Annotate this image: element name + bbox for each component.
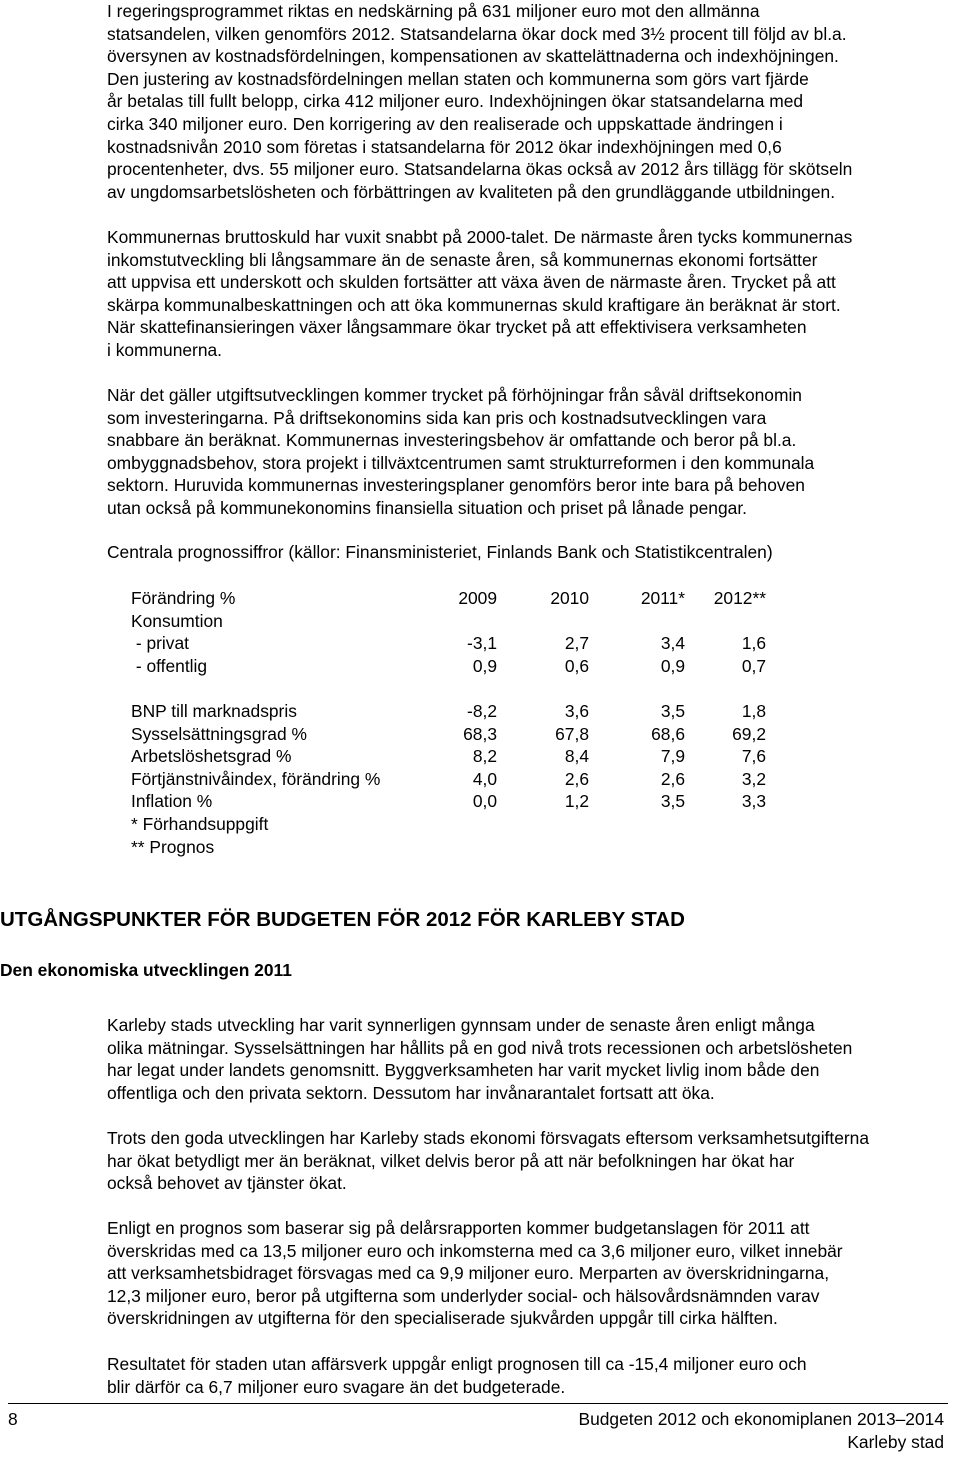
value-2010: 1,2 bbox=[564, 791, 589, 812]
table-header-2011: 2011* bbox=[640, 588, 685, 608]
text-line: att uppvisa ett underskott och skulden fortsätter att växa även de närmaste åren. Trycket på att bbox=[107, 272, 836, 293]
text-line: har legat under landets genomsnitt. Byggverksamheten har varit mycket livlig inom både den bbox=[107, 1060, 820, 1081]
text-line: Trots den goda utvecklingen har Karleby stads ekonomi försvagats eftersom verksamhetsutgifterna bbox=[107, 1128, 870, 1148]
footer-city: Karleby stad bbox=[847, 1431, 944, 1452]
value-2009: 0,9 bbox=[472, 655, 497, 676]
value-2011: 3,5 bbox=[660, 700, 685, 721]
value-2010: 3,6 bbox=[564, 700, 589, 721]
table-header-2009: 2009 bbox=[458, 588, 497, 608]
text-line: procentenheter, dvs. 55 miljoner euro. Statsandelarna ökas också av 2012 års tillägg för skötseln bbox=[107, 159, 853, 180]
row-label: Konsumtion bbox=[131, 610, 223, 631]
value-2010: 0,6 bbox=[564, 655, 589, 676]
text-line: När skattefinansieringen växer långsammare ökar trycket på att effektivisera verksamheten bbox=[107, 317, 807, 338]
table-header-2012: 2012** bbox=[713, 588, 766, 608]
value-2009: 8,2 bbox=[472, 746, 497, 767]
value-2009: 68,3 bbox=[463, 723, 497, 744]
value-2009: 0,0 bbox=[472, 791, 497, 812]
text-line: år betalas till fullt belopp, cirka 412 miljoner euro. Indexhöjningen ökar statsandelarna med bbox=[107, 91, 804, 112]
text-line: I regeringsprogrammet riktas en nedskärning på 631 miljoner euro mot den allmänna bbox=[107, 1, 760, 21]
text-line: Resultatet för staden utan affärsverk uppgår enligt prognosen till ca -15,4 miljoner euro och bbox=[107, 1354, 807, 1374]
value-2011: 2,6 bbox=[660, 768, 685, 789]
footnote-prognos: ** Prognos bbox=[131, 836, 215, 857]
text-line: ombyggnadsbehov, stora projekt i tillväxtcentrumen samt strukturreformen i den kommunala bbox=[107, 452, 815, 473]
table-header-2010: 2010 bbox=[550, 588, 589, 608]
section-heading: UTGÅNGSPUNKTER FÖR BUDGETEN FÖR 2012 FÖR KARLEBY STAD bbox=[0, 908, 685, 931]
text-line: överskridas med ca 13,5 miljoner euro och inkomsterna med ca 3,6 miljoner euro, vilket innebär bbox=[107, 1240, 843, 1261]
text-line: i kommunerna. bbox=[107, 339, 223, 360]
text-line: också behovet av tjänster ökat. bbox=[107, 1173, 347, 1194]
text-line: cirka 340 miljoner euro. Den korrigering av den realiserade och uppskattade ändringen i bbox=[107, 113, 783, 134]
value-2011: 0,9 bbox=[660, 655, 685, 676]
row-label: Arbetslöshetsgrad % bbox=[131, 746, 292, 767]
text-line: att verksamhetsbidraget försvagas med ca 9,9 miljoner euro. Merparten av överskridningarna, bbox=[107, 1263, 830, 1284]
value-2012: 3,2 bbox=[741, 768, 766, 789]
text-line: statsandelen, vilken genomförs 2012. Statsandelarna ökar dock med 3½ procent till följd av bl.a. bbox=[107, 23, 847, 44]
text-line: Kommunernas bruttoskuld har vuxit snabbt på 2000-talet. De närmaste åren tycks kommunernas bbox=[107, 227, 853, 247]
value-2010: 2,6 bbox=[564, 768, 589, 789]
text-line: Enligt en prognos som baserar sig på delårsrapporten kommer budgetanslagen för 2011 att bbox=[107, 1218, 810, 1238]
footer-title-block bbox=[578, 1408, 944, 1454]
row-label: BNP till marknadspris bbox=[131, 700, 297, 721]
paragraph-statsandelar bbox=[107, 0, 947, 203]
value-2010: 67,8 bbox=[555, 723, 589, 744]
page-number: 8 bbox=[8, 1409, 18, 1429]
value-2009: -3,1 bbox=[467, 633, 497, 654]
text-line: olika mätningar. Sysselsättningen har hållits på en god nivå trots recessionen och arbetslösheten bbox=[107, 1037, 853, 1058]
value-2011: 7,9 bbox=[660, 746, 685, 767]
text-line: Karleby stads utveckling har varit synnerligen gynnsam under de senaste åren enligt många bbox=[107, 1015, 815, 1035]
value-2010: 2,7 bbox=[564, 633, 589, 654]
text-line: har ökat betydligt mer än beräknat, vilket delvis beror på att när befolkningen har ökat har bbox=[107, 1150, 795, 1171]
value-2012: 7,6 bbox=[741, 746, 766, 767]
value-2009: -8,2 bbox=[467, 700, 497, 721]
value-2012: 1,8 bbox=[741, 700, 766, 721]
text-line: När det gäller utgiftsutvecklingen kommer trycket på förhöjningar från såväl driftsekonomin bbox=[107, 385, 802, 405]
value-2011: 3,4 bbox=[660, 633, 685, 654]
value-2012: 1,6 bbox=[741, 633, 766, 654]
text-line: 12,3 miljoner euro, beror på utgifterna som underlyder social- och hälsovårdsnämnden varav bbox=[107, 1285, 820, 1306]
text-line: sektorn. Huruvida kommunernas investeringsplaner genomförs beror inte bara på behoven bbox=[107, 475, 805, 496]
value-2012: 3,3 bbox=[741, 791, 766, 812]
table-caption: Centrala prognossiffror (källor: Finansministeriet, Finlands Bank och Statistikcentralen) bbox=[107, 542, 773, 562]
text-line: överskridningen av utgifterna för den specialiserade sjukvården uppgår till cirka hälften. bbox=[107, 1308, 778, 1329]
text-line: som investeringarna. På driftsekonomins sida kan pris och kostnadsutvecklingen vara bbox=[107, 407, 767, 428]
value-2011: 68,6 bbox=[651, 723, 685, 744]
value-2009: 4,0 bbox=[472, 768, 497, 789]
row-label: Sysselsättningsgrad % bbox=[131, 723, 307, 744]
text-line: inkomstutveckling bli långsammare än de senaste åren, så kommunernas ekonomi fortsätter bbox=[107, 249, 818, 270]
row-label: Inflation % bbox=[131, 791, 213, 812]
text-line: offentliga och den privata sektorn. Dessutom har invånarantalet fortsatt att öka. bbox=[107, 1082, 715, 1103]
paragraph-utgiftsutveckling bbox=[107, 384, 947, 520]
footer-document-title: Budgeten 2012 och ekonomiplanen 2013–2014 bbox=[578, 1409, 944, 1429]
value-2012: 0,7 bbox=[741, 655, 766, 676]
text-line: översynen av kostnadsfördelningen, kompensationen av skattelättnaderna och indexhöjningen. bbox=[107, 46, 839, 67]
row-label: Förtjänstnivåindex, förändring % bbox=[131, 768, 381, 789]
paragraph-bruttoskuld bbox=[107, 226, 947, 362]
text-line: av ungdomsarbetslösheten och förbättringen av kvaliteten på den grundläggande utbildningen. bbox=[107, 181, 836, 202]
paragraph-prognos bbox=[107, 1217, 947, 1330]
text-line: utan också på kommunekonomins finansiella situation och priset på lånade pengar. bbox=[107, 497, 747, 518]
text-line: blir därför ca 6,7 miljoner euro svagare än det budgeterade. bbox=[107, 1376, 566, 1397]
row-label: - privat bbox=[131, 633, 189, 654]
footer-rule bbox=[8, 1403, 948, 1404]
row-label: - offentlig bbox=[131, 655, 208, 676]
text-line: snabbare än beräknat. Kommunernas investeringsbehov är omfattande och beror på bl.a. bbox=[107, 430, 797, 451]
text-line: Den justering av kostnadsfördelningen mellan staten och kommunerna som görs vart fjärde bbox=[107, 68, 809, 89]
text-line: skärpa kommunalbeskattningen och att öka kommunernas skuld kraftigare än beräknat är stort. bbox=[107, 294, 841, 315]
paragraph-ekonomi-forsvagats bbox=[107, 1127, 947, 1195]
value-2010: 8,4 bbox=[564, 746, 589, 767]
text-line: kostnadsnivån 2010 som företas i statsandelarna för 2012 ökar indexhöjningen med 0,6 bbox=[107, 136, 782, 157]
subsection-heading: Den ekonomiska utvecklingen 2011 bbox=[0, 960, 292, 980]
value-2011: 3,5 bbox=[660, 791, 685, 812]
paragraph-resultat bbox=[107, 1353, 947, 1398]
value-2012: 69,2 bbox=[732, 723, 766, 744]
paragraph-karleby-utveckling bbox=[107, 1014, 947, 1104]
footnote-forhandsuppgift: * Förhandsuppgift bbox=[131, 813, 269, 834]
table-header-label: Förändring % bbox=[131, 588, 236, 608]
